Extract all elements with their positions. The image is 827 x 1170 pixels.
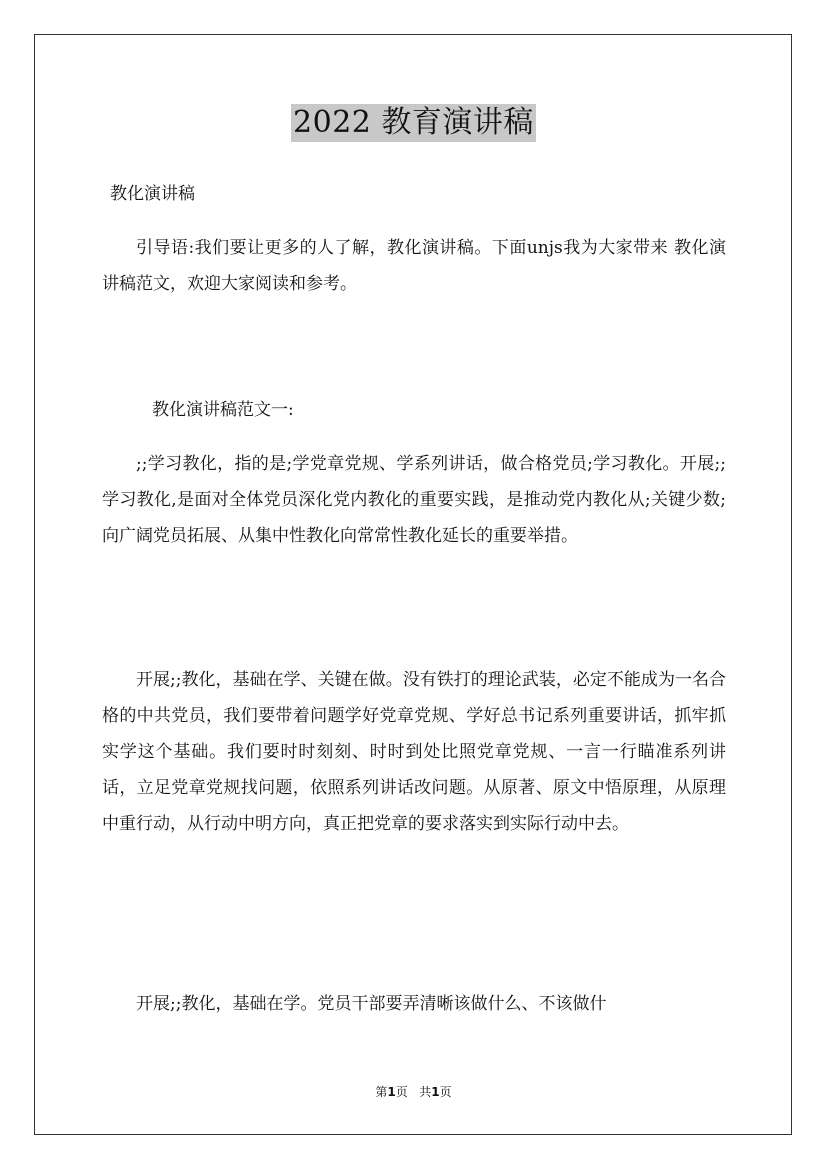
document-subtitle: 教化演讲稿 <box>110 184 195 204</box>
intro-paragraph: 引导语:我们要让更多的人了解，教化演讲稿。下面unjs我为大家带来 教化演讲稿范文，欢迎大家阅读和参考。 <box>102 238 726 294</box>
total-prefix: 共 <box>419 1085 432 1099</box>
total-pages: 1 <box>431 1085 440 1099</box>
title-area <box>0 104 827 142</box>
page-number: 1 <box>387 1085 396 1099</box>
body-paragraph-2: 开展;;教化，基础在学、关键在做。没有铁打的理论武装，必定不能成为一名合格的中共党员，我们要带着问题学好党章党规、学好总书记系列重要讲话，抓牢抓实学这个基础。我们要时时刻刻、时时到处比照党章党规、一言一行瞄准系列讲话，立足党章党规找问题，依照系列讲话改问题。从原著、原文中悟原理，从原理中重行动，从行动中明方向，真正把党章的要求落实到实际行动中去。 <box>102 670 726 834</box>
page-footer <box>0 1084 827 1100</box>
body-paragraph-1: ;;学习教化，指的是;学党章党规、学系列讲话，做合格党员;学习教化。开展;;学习教化,是面对全体党员深化党内教化的重要实践，是推动党内教化从;关键少数;向广阔党员拓展、从集中性教化向常常性教化延长的重要举措。 <box>102 454 726 546</box>
document-title: 2022 教育演讲稿 <box>293 105 534 140</box>
page-suffix: 页 <box>395 1085 408 1099</box>
body-paragraph-3: 开展;;教化，基础在学。党员干部要弄清晰该做什么、不该做什 <box>136 994 607 1014</box>
total-suffix: 页 <box>439 1085 452 1099</box>
page-prefix: 第 <box>375 1085 388 1099</box>
section-heading: 教化演讲稿范文一: <box>152 400 294 420</box>
